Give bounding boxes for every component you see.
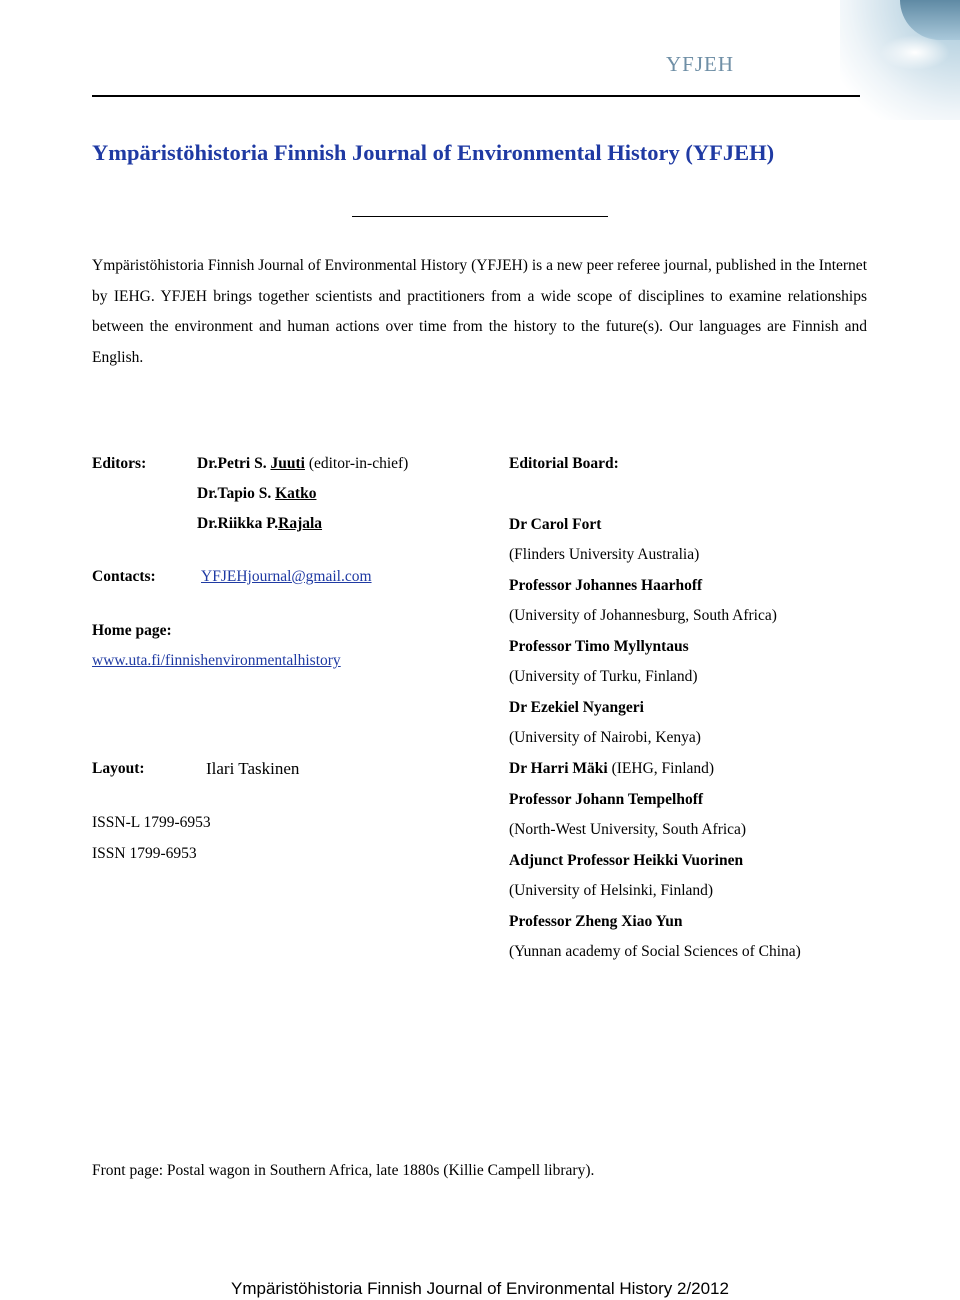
editor-line	[197, 455, 408, 473]
editor-prefix: Dr.Tapio S.	[197, 485, 276, 502]
issn: ISSN 1799-6953	[92, 845, 197, 862]
board-member-affiliation: (University of Helsinki, Finland)	[509, 882, 714, 899]
waterfall-shape	[900, 0, 960, 40]
homepage-link[interactable]: www.uta.fi/finnishenvironmentalhistory	[92, 652, 341, 669]
board-member-affiliation: (North-West University, South Africa)	[509, 821, 747, 838]
front-page-caption: Front page: Postal wagon in Southern Africa, late 1880s (Killie Campell library).	[92, 1162, 595, 1179]
board-member-affiliation: (IEHG, Finland)	[607, 760, 715, 777]
header-rule	[92, 95, 860, 97]
contacts-label: Contacts:	[92, 568, 156, 585]
editor-prefix: Dr.Petri S.	[197, 455, 271, 472]
board-member-affiliation: (University of Nairobi, Kenya)	[509, 729, 701, 746]
board-member-name: Adjunct Professor Heikki Vuorinen	[509, 852, 744, 869]
title-rule	[352, 216, 608, 217]
editor-surname: Juuti	[270, 455, 305, 472]
issn-l: ISSN-L 1799-6953	[92, 814, 211, 831]
board-member-name: Professor Timo Myllyntaus	[509, 638, 689, 655]
editor-surname: Rajala	[278, 515, 323, 532]
board-member-line	[509, 760, 714, 778]
homepage-label: Home page:	[92, 622, 172, 639]
editors-label: Editors:	[92, 455, 147, 472]
board-member-name: Professor Johannes Haarhoff	[509, 577, 703, 594]
board-member-name: Dr Harri Mäki	[509, 760, 608, 777]
board-member-name: Dr Carol Fort	[509, 516, 602, 533]
board-member-name: Dr Ezekiel Nyangeri	[509, 699, 644, 716]
board-member-affiliation: (University of Johannesburg, South Africa)	[509, 607, 777, 624]
editor-prefix: Dr.Riikka P.	[197, 515, 279, 532]
board-member-affiliation: (Flinders University Australia)	[509, 546, 700, 563]
editor-surname: Katko	[275, 485, 317, 502]
journal-logo: YFJEH	[666, 52, 735, 76]
editorial-board-label: Editorial Board:	[509, 455, 619, 472]
intro-paragraph: Ympäristöhistoria Finnish Journal of Environmental History (YFJEH) is a new peer referee journal, published in the Internet by IEHG. YFJEH brings together scientists and practitioners from a wide scope of disciplines to examine relationships between the environment and human actions over time from the history to the future(s). Our languages are Finnish and English.	[92, 257, 867, 366]
layout-label: Layout:	[92, 760, 145, 777]
page-footer: Ympäristöhistoria Finnish Journal of Environmental History 2/2012	[231, 1279, 729, 1298]
board-member-name: Professor Johann Tempelhoff	[509, 791, 704, 808]
page-title: Ympäristöhistoria Finnish Journal of Environmental History (YFJEH)	[92, 140, 775, 165]
board-member-affiliation: (University of Turku, Finland)	[509, 668, 698, 685]
board-member-affiliation: (Yunnan academy of Social Sciences of China)	[509, 943, 801, 960]
editor-line	[197, 515, 322, 533]
header-waterfall-image	[840, 0, 960, 120]
contact-email-link[interactable]: YFJEHjournal@gmail.com	[201, 568, 372, 585]
editor-line	[197, 485, 316, 503]
editor-role: (editor-in-chief)	[304, 455, 409, 472]
layout-name: Ilari Taskinen	[206, 759, 300, 778]
board-member-name: Professor Zheng Xiao Yun	[509, 913, 683, 930]
mist-shape	[880, 35, 950, 70]
